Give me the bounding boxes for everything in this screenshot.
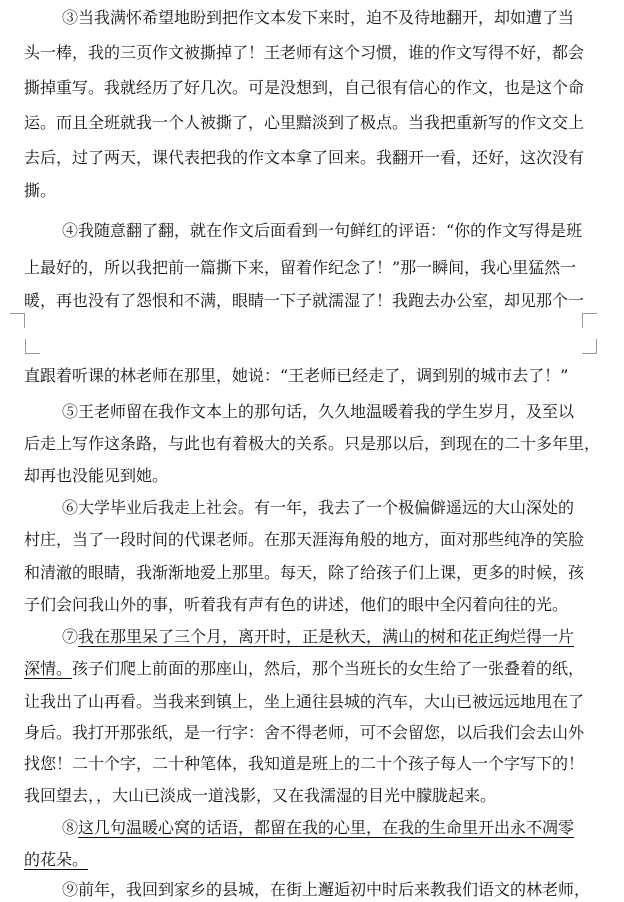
page-corner-mark-bottom-right [582,339,597,354]
paragraph-4-line-1: ④我随意翻了翻，就在作文后面看到一句鲜红的评语：“你的作文写得是班 [62,221,583,240]
paragraph-6-line-3: 和清澈的眼睛，我渐渐地爱上那里。每天，除了给孩子们上课，更多的时候，孩 [24,563,585,582]
paragraph-7-line-2 [24,657,624,681]
paragraph-8-line-1 [62,816,624,840]
paragraph-7-line-5: 找您！二十个字，二十种笔体，我知道是班上的二十个孩子每人一个字写下的！ [24,754,585,773]
page-corner-mark-top-right [582,313,597,328]
paragraph-5-line-1: ⑤王老师留在我作文本上的那句话，久久地温暖着我的学生岁月，及至以 [62,402,575,421]
paragraph-8-underlined-sentence-part-1: 这几句温暖心窝的话语，都留在我的心里，在我的生命里开出永不凋零 [78,818,575,837]
paragraph-7-line-4: 身后。我打开那张纸，是一行字：舍不得老师，可不会留您，以后我们会去山外 [24,723,585,742]
paragraph-8-number: ⑧ [62,818,79,837]
paragraph-8-underlined-sentence-part-2: 的花朵。 [24,850,89,869]
paragraph-7-number: ⑦ [62,627,79,646]
paragraph-7-line-1 [62,625,624,649]
paragraph-4-line-2: 上最好的，所以我把前一篇撕下来，留着作纪念了！”那一瞬间，我心里猛然一 [24,258,577,277]
paragraph-6-line-2: 村庄，当了一段时间的代课老师。在那天涯海角般的地方，面对那些纯净的笑脸 [24,530,585,549]
paragraph-5-line-3: 却再也没能见到她。 [24,466,169,485]
page-corner-mark-top-left [10,313,25,328]
paragraph-8-line-2 [24,848,624,872]
paragraph-3-line-6: 撕。 [24,181,57,200]
paragraph-6-line-1: ⑥大学毕业后我走上社会。有一年，我去了一个极偏僻遥远的大山深处的 [62,498,575,517]
paragraph-6-line-4: 子们会问我山外的事，听着我有声有色的讲述，他们的眼中全闪着向往的光。 [24,595,569,614]
paragraph-3-line-5: 去后，过了两天，课代表把我的作文本拿了回来。我翻开一看，还好，这次没有 [24,148,585,167]
paragraph-7-line-6: 我回望去，，大山已淡成一道浅影，又在我濡湿的目光中朦胧起来。 [24,786,497,805]
paragraph-3-line-2: 头一棒，我的三页作文被撕掉了！王老师有这个习惯，谁的作文写得不好，都会 [24,43,585,62]
paragraph-3-line-4: 运。而且全班就我一个人被撕了，心里黯淡到了极点。当我把重新写的作文交上 [24,113,585,132]
paragraph-7-line-2-rest: 孩子们爬上前面的那座山，然后，那个当班长的女生给了一张叠着的纸， [72,659,585,678]
paragraph-7-underlined-sentence-part-2: 深情。 [24,659,73,678]
paragraph-7-underlined-sentence-part-1: 我在那里呆了三个月，离开时，正是秋天，满山的树和花正绚烂得一片 [78,627,575,646]
paragraph-4-line-3: 暖，再也没有了怨恨和不满，眼睛一下子就濡湿了！我跑去办公室，却见那个一 [24,291,585,310]
paragraph-5-line-2: 后走上写作这条路，与此也有着极大的关系。只是那以后，到现在的二十多年里， [24,434,601,453]
paragraph-9-line-1: ⑨前年，我回到家乡的县城，在街上邂逅初中时后来教我们语文的林老师， [62,880,591,899]
page-corner-mark-bottom-left [25,339,40,354]
paragraph-7-line-3: 让我出了山再看。当我来到镇上，坐上通往县城的汽车，大山已被远远地甩在了 [24,692,585,711]
paragraph-3-line-3: 撕掉重写。我就经历了好几次。可是没想到，自己很有信心的作文，也是这个命 [24,78,585,97]
paragraph-4-line-4: 直跟着听课的林老师在那里，她说：“王老师已经走了，调到别的城市去了！” [24,366,569,385]
paragraph-3-line-1: ③当我满怀希望地盼到把作文本发下来时，迫不及待地翻开，却如遭了当 [62,8,575,27]
